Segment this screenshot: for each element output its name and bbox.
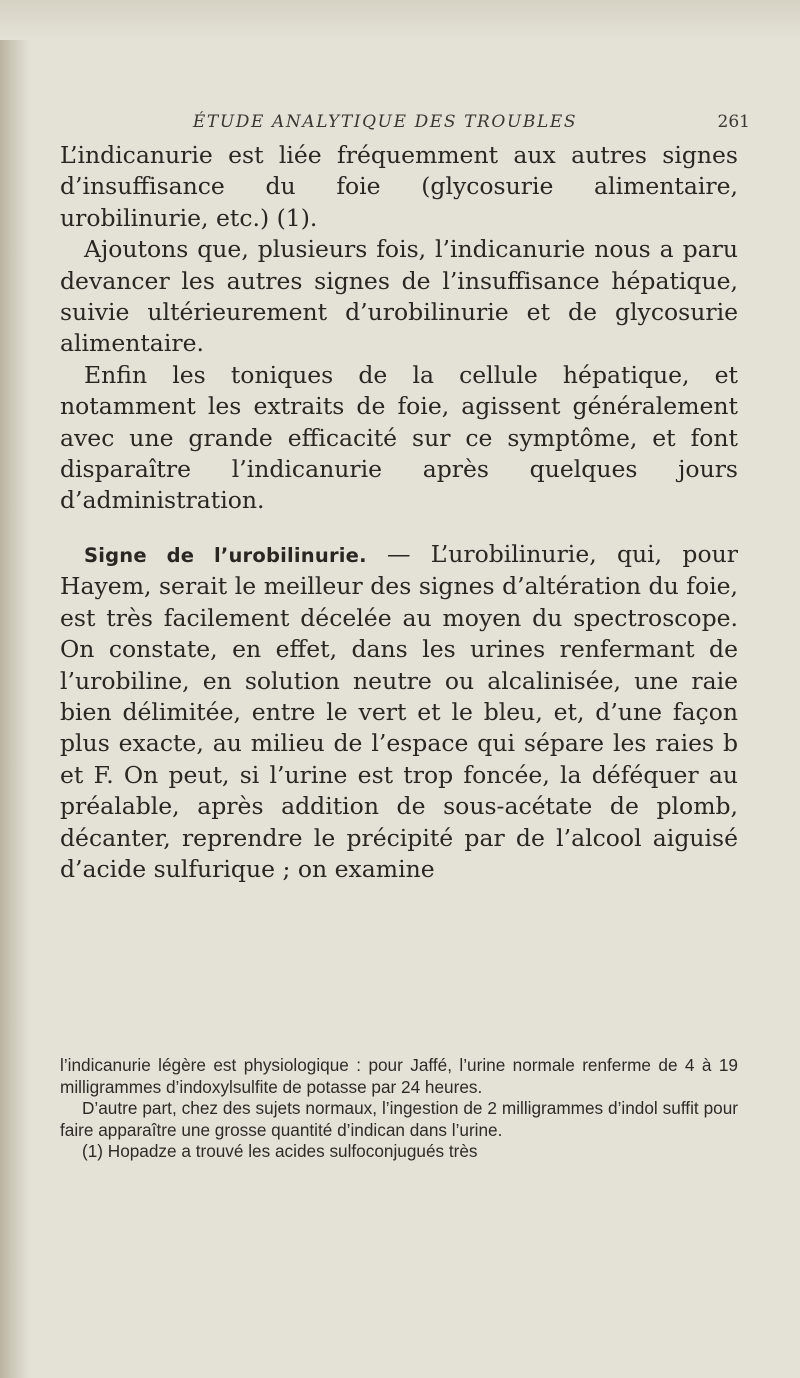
paragraph-2: Ajoutons que, plusieurs fois, l’indicanurie nous a paru devancer les autres signes de l’insuffisance hépatique, suivie ultérieurement d’urobilinurie et de glycosurie alimentaire. bbox=[60, 235, 738, 358]
page-top-shadow bbox=[0, 0, 800, 40]
running-title: ÉTUDE ANALYTIQUE DES TROUBLES bbox=[192, 112, 578, 132]
page-edge-shadow bbox=[0, 0, 30, 1378]
footnotes bbox=[60, 1055, 738, 1163]
paragraph-1: L’indicanurie est liée fréquemment aux autres signes d’insuffisance du foie (glycosurie alimentaire, urobilinurie, etc.) (1). bbox=[60, 141, 738, 232]
footnote-1: (1) Hopadze a trouvé les acides sulfoconjugués très bbox=[82, 1141, 478, 1162]
page-number: 261 bbox=[717, 112, 750, 132]
running-head bbox=[60, 112, 750, 142]
section-text: — L’urobilinurie, qui, pour Hayem, serait le meilleur des signes d’altération du foie, est très facilement décelée au moyen du spectroscope. On constate, en effet, dans les urines renfermant de l’urobiline, en solution neutre ou alcalinisée, une raie bien délimitée, entre le vert et le bleu, et, d’une façon plus exacte, au milieu de l’espace qui sépare les raies b et F. On peut, si l’urine est trop foncée, la déféquer au préalable, après addition de sous-acétate de plomb, décanter, reprendre le précipité par de l’alcool aiguisé d’acide sulfurique ; on examine bbox=[60, 539, 738, 883]
section-heading: Signe de l’urobilinurie. bbox=[84, 543, 367, 567]
main-text bbox=[60, 140, 738, 885]
footnote-paragraph: D’autre part, chez des sujets normaux, l’ingestion de 2 milligrammes d’indol suffit pour faire apparaître une grosse quantité d’indican dans l’urine. bbox=[60, 1098, 738, 1140]
footnote-continuation: l’indicanurie légère est physiologique : pour Jaffé, l’urine normale renferme de 4 à 19 milligrammes d’indoxylsulfite de potasse par 24 heures. bbox=[60, 1055, 738, 1097]
paragraph-3: Enfin les toniques de la cellule hépatique, et notamment les extraits de foie, agissent généralement avec une grande efficacité sur ce symptôme, et font disparaître l’indicanurie après quelques jours d’administration. bbox=[60, 360, 738, 515]
section-urobilinurie bbox=[60, 539, 738, 885]
